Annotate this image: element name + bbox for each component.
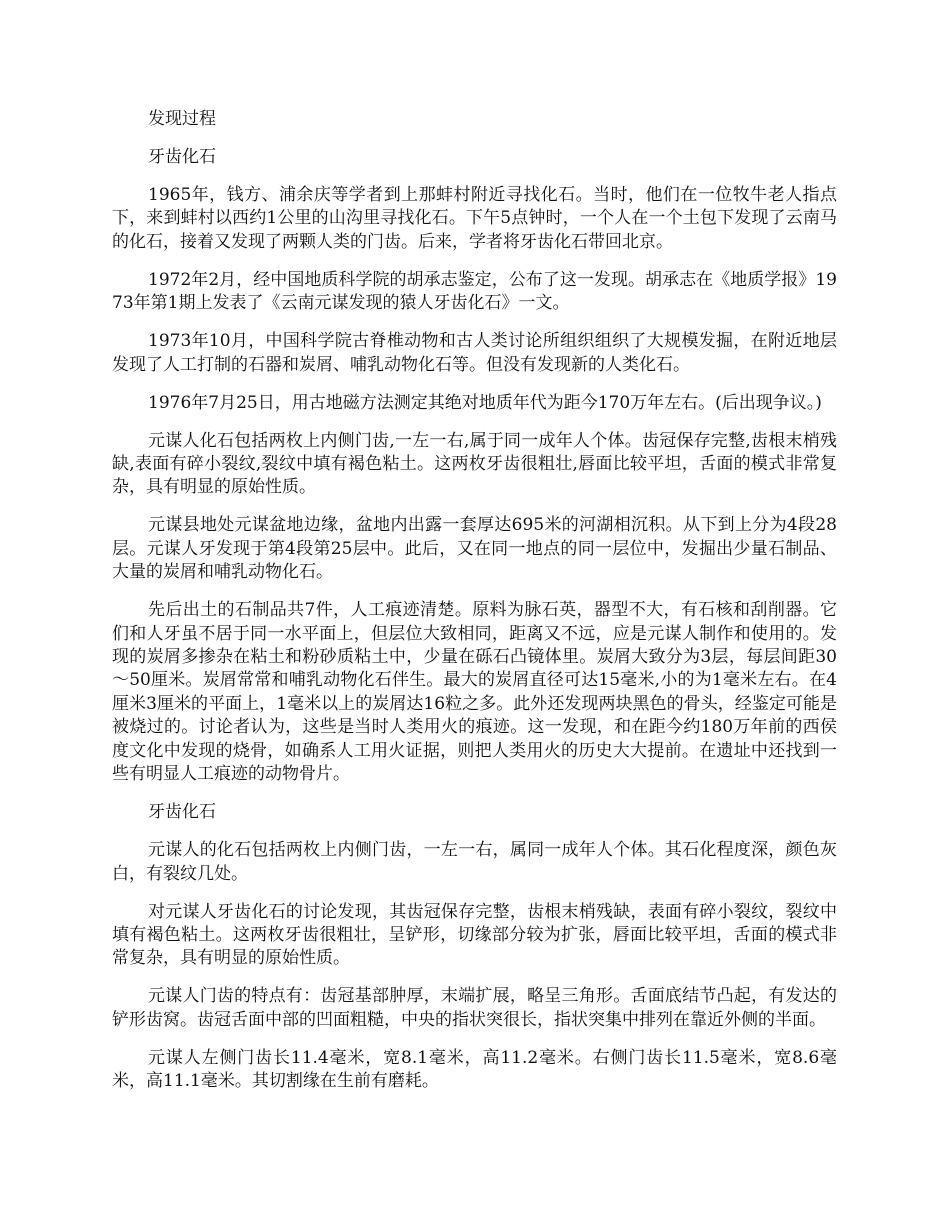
paragraph: 元谋县地处元谋盆地边缘，盆地内出露一套厚达695米的河湖相沉积。从下到上分为4段28层。元谋人牙发现于第4段第25层中。此后，又在同一地点的同一层位中，发掘出少量石制品、大量的炭屑和哺乳动物化石。	[112, 515, 837, 583]
section-heading-discovery: 发现过程	[148, 109, 216, 129]
section-heading-teeth-fossil-2: 牙齿化石	[148, 802, 216, 823]
section-heading-teeth-fossil: 牙齿化石	[148, 147, 216, 167]
paragraph: 元谋人化石包括两枚上内侧门齿,一左一右,属于同一成年人个体。齿冠保存完整,齿根末梢残缺,表面有碎小裂纹,裂纹中填有褐色粘土。这两枚牙齿很粗壮,唇面比较平坦，舌面的模式非常复杂，具有明显的原始性质。	[112, 430, 837, 498]
paragraph: 1972年2月，经中国地质科学院的胡承志鉴定，公布了这一发现。胡承志在《地质学报》1973年第1期上发表了《云南元谋发现的猿人牙齿化石》一文。	[112, 269, 837, 314]
document-page	[112, 108, 837, 1108]
paragraph: 对元谋人牙齿化石的讨论发现，其齿冠保存完整，齿根末梢残缺，表面有碎小裂纹，裂纹中填有褐色粘土。这两枚牙齿很粗壮，呈铲形，切缘部分较为扩张，唇面比较平坦，舌面的模式非常复杂，具有明显的原始性质。	[112, 901, 837, 969]
paragraph: 1965年，钱方、浦余庆等学者到上那蚌村附近寻找化石。当时，他们在一位牧牛老人指点下，来到蚌村以西约1公里的山沟里寻找化石。下午5点钟时，一个人在一个土包下发现了云南马的化石，接着又发现了两颗人类的门齿。后来，学者将牙齿化石带回北京。	[112, 185, 837, 252]
paragraph: 元谋人左侧门齿长11.4毫米，宽8.1毫米，高11.2毫米。右侧门齿长11.5毫米，宽8.6毫米，高11.1毫米。其切割缘在生前有磨耗。	[112, 1047, 837, 1092]
paragraph: 1976年7月25日，用古地磁方法测定其绝对地质年代为距今170万年左右。(后出现争议。)	[148, 392, 822, 413]
paragraph: 元谋人门齿的特点有：齿冠基部肿厚，末端扩展，略呈三角形。舌面底结节凸起，有发达的铲形齿窝。齿冠舌面中部的凹面粗糙，中央的指状突很长，指状突集中排列在靠近外侧的半面。	[112, 986, 837, 1030]
paragraph: 先后出土的石制品共7件，人工痕迹清楚。原料为脉石英，器型不大，有石核和刮削器。它们和人牙虽不居于同一水平面上，但层位大致相同，距离又不远，应是元谋人制作和使用的。发现的炭屑多掺杂在粘土和粉砂质粘土中，少量在砾石凸镜体里。炭屑大致分为3层，每层间距30～50厘米。炭屑常常和哺乳动物化石伴生。最大的炭屑直径可达15毫米,小的为1毫米左右。在4厘米3厘米的平面上，1毫米以上的炭屑达16粒之多。此外还发现两块黑色的骨头，经鉴定可能是被烧过的。讨论者认为，这些是当时人类用火的痕迹。这一发现，和在距今约180万年前的西侯度文化中发现的烧骨，如确系人工用火证据，则把人类用火的历史大大提前。在遗址中还找到一些有明显人工痕迹的动物骨片。	[112, 600, 837, 785]
paragraph: 1973年10月，中国科学院古脊椎动物和古人类讨论所组织组织了大规模发掘，在附近地层发现了人工打制的石器和炭屑、哺乳动物化石等。但没有发现新的人类化石。	[112, 331, 837, 375]
paragraph: 元谋人的化石包括两枚上内侧门齿，一左一右，属同一成年人个体。其石化程度深，颜色灰白，有裂纹几处。	[112, 840, 837, 884]
